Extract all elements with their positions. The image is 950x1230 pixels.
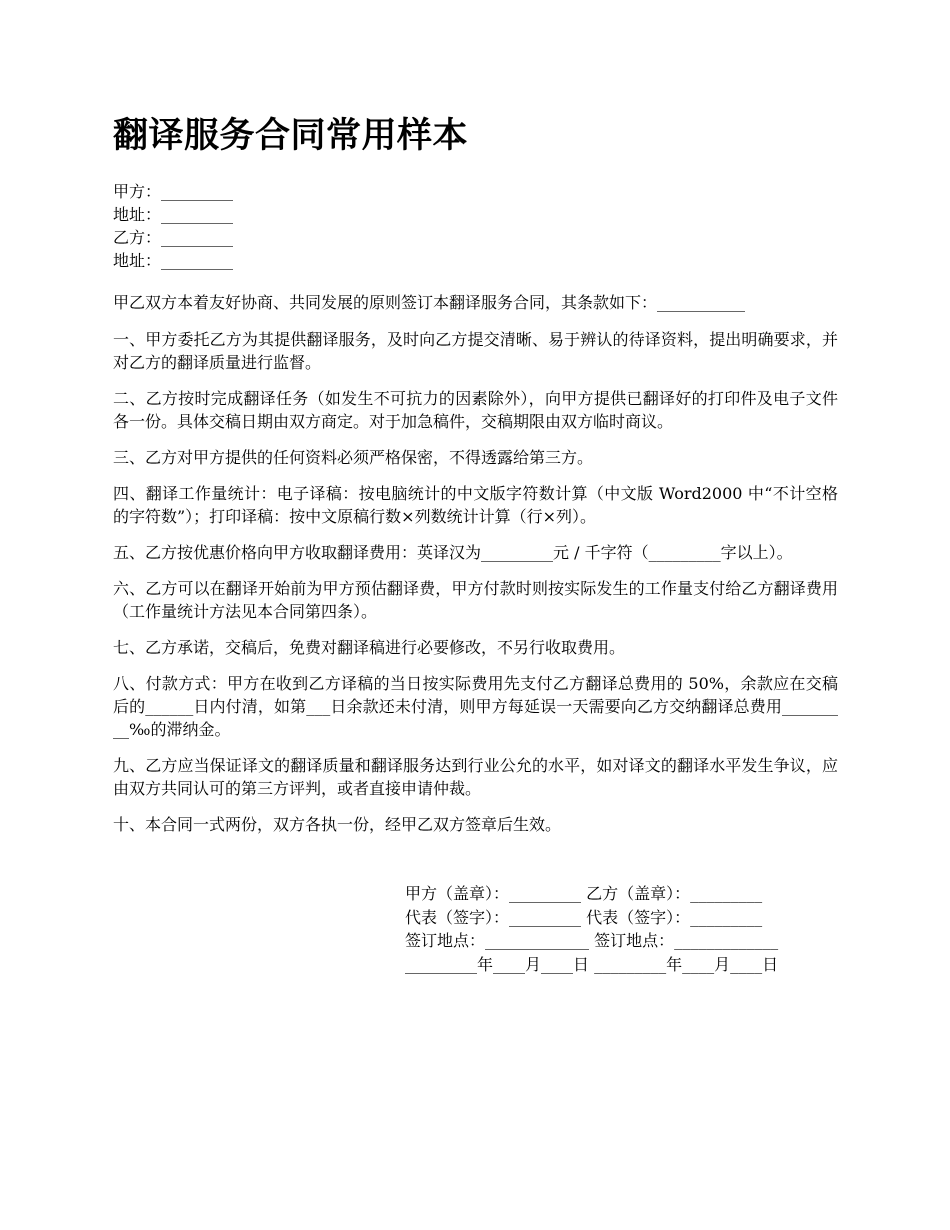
clause-4: 四、翻译工作量统计：电子译稿：按电脑统计的中文版字符数计算（中文版 Word2000 中“不计空格的字符数”）；打印译稿：按中文原稿行数×列数统计计算（行×列）。 bbox=[113, 484, 838, 526]
clause-3: 三、乙方对甲方提供的任何资料必须严格保密，不得透露给第三方。 bbox=[113, 448, 594, 467]
clause-5: 五、乙方按优惠价格向甲方收取翻译费用：英译汉为_________元 / 千字符（_________字以上）。 bbox=[113, 543, 793, 562]
party-b-name: 乙方：_________ bbox=[113, 228, 234, 247]
signature-seal-row: 甲方（盖章）：_________ 乙方（盖章）：_________ bbox=[405, 884, 763, 903]
signature-place-row: 签订地点：_____________ 签订地点：_____________ bbox=[405, 931, 779, 950]
clause-6: 六、乙方可以在翻译开始前为甲方预估翻译费，甲方付款时则按实际发生的工作量支付给乙方翻译费用（工作量统计方法见本合同第四条）。 bbox=[113, 579, 838, 621]
party-a-name: 甲方：_________ bbox=[113, 182, 234, 201]
intro-paragraph: 甲乙双方本着友好协商、共同发展的原则签订本翻译服务合同，其条款如下：___________ bbox=[113, 293, 746, 312]
clause-1: 一、甲方委托乙方为其提供翻译服务，及时向乙方提交清晰、易于辨认的待译资料，提出明确要求，并对乙方的翻译质量进行监督。 bbox=[113, 330, 838, 372]
clause-2: 二、乙方按时完成翻译任务（如发生不可抗力的因素除外），向甲方提供已翻译好的打印件及电子文件各一份。具体交稿日期由双方商定。对于加急稿件，交稿期限由双方临时商议。 bbox=[113, 389, 838, 431]
signature-block bbox=[405, 882, 841, 976]
party-a-address: 地址：_________ bbox=[113, 205, 234, 224]
party-info bbox=[113, 180, 838, 272]
signature-date-row: _________年____月____日 _________年____月____日 bbox=[405, 954, 779, 974]
party-b-address: 地址：_________ bbox=[113, 251, 234, 270]
clause-7: 七、乙方承诺，交稿后，免费对翻译稿进行必要修改，不另行收取费用。 bbox=[113, 638, 626, 657]
signature-rep-row: 代表（签字）：_________ 代表（签字）：_________ bbox=[405, 907, 763, 927]
clause-9: 九、乙方应当保证译文的翻译质量和翻译服务达到行业公允的水平，如对译文的翻译水平发生争议，应由双方共同认可的第三方评判，或者直接申请仲裁。 bbox=[113, 756, 838, 798]
contract-page bbox=[113, 110, 838, 849]
document-title: 翻译服务合同常用样本 bbox=[113, 116, 469, 156]
clause-10: 十、本合同一式两份，双方各执一份，经甲乙双方签章后生效。 bbox=[113, 815, 562, 834]
clause-8: 八、付款方式：甲方在收到乙方译稿的当日按实际费用先支付乙方翻译总费用的 50%，余款应在交稿后的______日内付清，如第___日余款还未付清，则甲方每延误一天需要向乙方交纳翻译总费用_________‰的滞纳金。 bbox=[113, 674, 838, 739]
